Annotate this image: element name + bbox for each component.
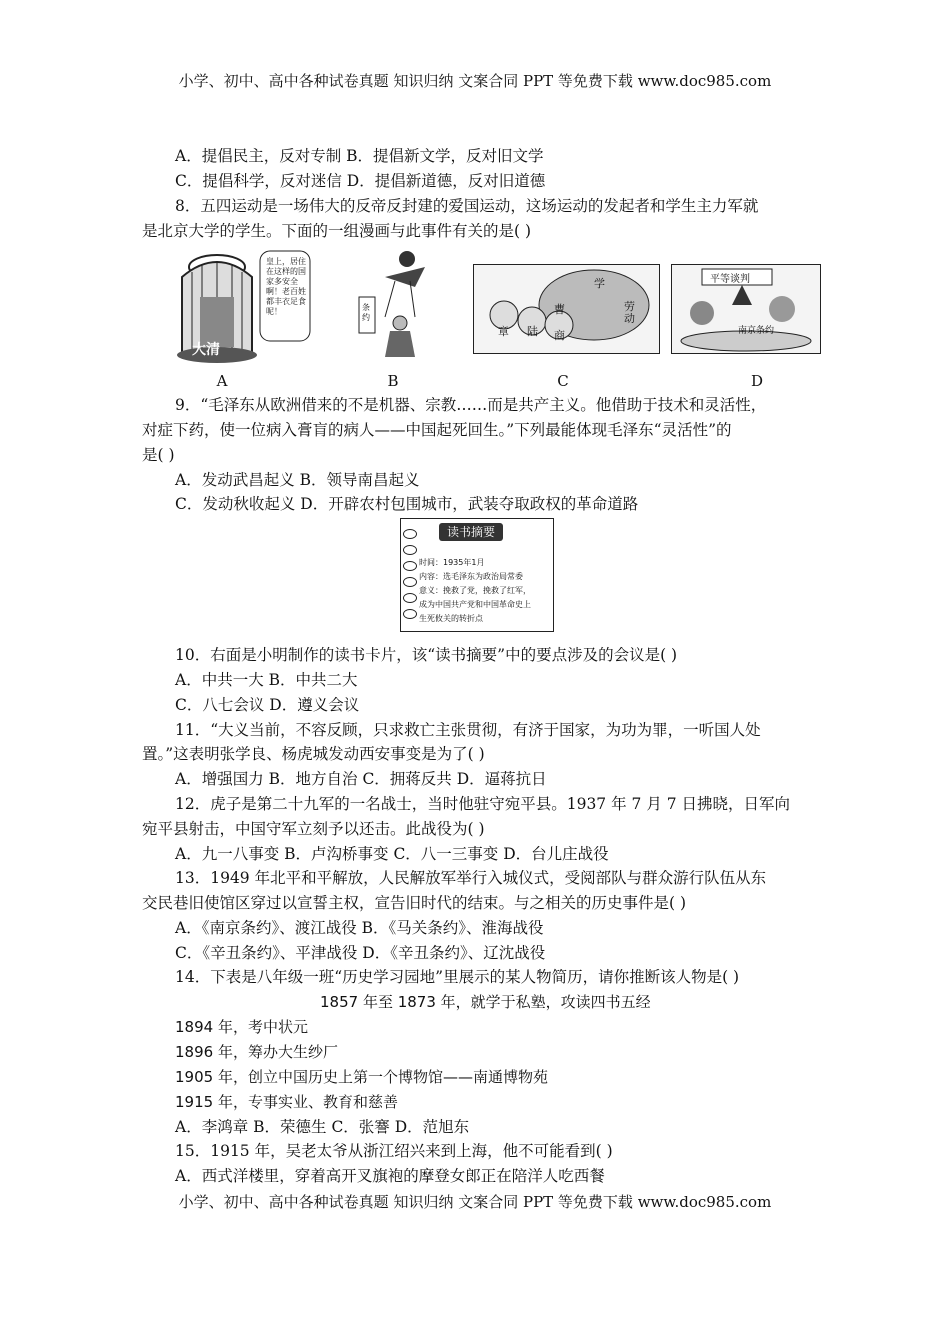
comic-d-image bbox=[671, 264, 821, 354]
q9-options-cd: C．发动秋收起义 D．开辟农村包围城市，武装夺取政权的革命道路 bbox=[175, 495, 639, 513]
q13-line1: 13．1949 年北平和平解放，人民解放军举行入城仪式，受阅部队与群众游行队伍从东 bbox=[175, 869, 767, 887]
q11-line1: 11．“大义当前，不容反顾，只求救亡主张贯彻，有济于国家，为功为罪，一听国人处 bbox=[175, 721, 761, 739]
resume-row-3: 1896 年，筹办大生纱厂 bbox=[175, 1043, 338, 1061]
q12-options: A．九一八事变 B．卢沟桥事变 C．八一三事变 D．台儿庄战役 bbox=[175, 845, 609, 863]
comic-c-word-6: 商 bbox=[554, 329, 565, 342]
q13-line2: 交民巷旧使馆区穿过以宣誓主权，宣告旧时代的结束。与之相关的历史事件是( ) bbox=[142, 894, 687, 912]
q13-options-cd: C．《辛丑条约》、平津战役 D．《辛丑条约》、辽沈战役 bbox=[175, 944, 546, 962]
q10-options-cd: C．八七会议 D．遵义会议 bbox=[175, 696, 360, 714]
q9-line2: 对症下药，使一位病入膏肓的病人——中国起死回生。”下列最能体现毛泽东“灵活性”的 bbox=[142, 421, 732, 439]
comic-c-image bbox=[473, 264, 660, 354]
comic-a-speech-bubble: 皇上，居住在这样的国家多安全啊！老百姓都丰衣足食呢！ bbox=[266, 257, 306, 316]
card-line-content: 内容：选毛泽东为政治局常委 bbox=[419, 572, 523, 581]
q9-options-ab: A．发动武昌起义 B．领导南昌起义 bbox=[175, 471, 420, 489]
card-line-meaning: 意义：挽救了党，挽救了红军， bbox=[419, 586, 531, 595]
q15-option-a: A．西式洋楼里，穿着高开叉旗袍的摩登女郎正在陪洋人吃西餐 bbox=[175, 1167, 605, 1185]
q9-line3: 是( ) bbox=[142, 446, 175, 464]
card-ring bbox=[403, 593, 417, 603]
page-header: 小学、初中、高中各种试卷真题 知识归纳 文案合同 PPT 等免费下载 www.doc985.com bbox=[178, 72, 772, 90]
resume-row-5: 1915 年，专事实业、教育和慈善 bbox=[175, 1093, 398, 1111]
card-line-meaning-3: 生死攸关的转折点 bbox=[419, 614, 483, 623]
comic-d-banner: 平等谈判 bbox=[710, 274, 750, 285]
comic-label-a: A bbox=[216, 372, 228, 390]
q7-options-ab: A．提倡民主，反对专制 B．提倡新文学，反对旧文学 bbox=[175, 147, 544, 165]
reading-card bbox=[400, 518, 554, 632]
q11-line2: 置。”这表明张学良、杨虎城发动西安事变是为了( ) bbox=[142, 745, 485, 763]
resume-row-2: 1894 年，考中状元 bbox=[175, 1018, 308, 1036]
q11-options: A．增强国力 B．地方自治 C．拥蒋反共 D．逼蒋抗日 bbox=[175, 770, 547, 788]
comic-label-b: B bbox=[387, 372, 399, 390]
card-ring bbox=[403, 545, 417, 555]
comic-a-image bbox=[172, 247, 312, 367]
card-title: 读书摘要 bbox=[439, 523, 503, 541]
page-footer: 小学、初中、高中各种试卷真题 知识归纳 文案合同 PPT 等免费下载 www.doc985.com bbox=[178, 1193, 772, 1211]
q10-line: 10．右面是小明制作的读书卡片，该“读书摘要”中的要点涉及的会议是( ) bbox=[175, 646, 678, 664]
comic-label-d: D bbox=[750, 372, 764, 390]
card-ring bbox=[403, 577, 417, 587]
q7-options-cd: C．提倡科学，反对迷信 D．提倡新道德，反对旧道德 bbox=[175, 172, 546, 190]
q10-options-ab: A．中共一大 B．中共二大 bbox=[175, 671, 358, 689]
comic-c-word-3: 章 bbox=[498, 325, 509, 338]
card-ring bbox=[403, 561, 417, 571]
q12-line2: 宛平县射击，中国守军立刻予以还击。此战役为( ) bbox=[142, 820, 485, 838]
comic-c-word-5: 曹 bbox=[554, 303, 565, 316]
q15-line: 15．1915 年，吴老太爷从浙江绍兴来到上海，他不可能看到( ) bbox=[175, 1142, 613, 1160]
resume-row-4: 1905 年，创立中国历史上第一个博物馆——南通博物苑 bbox=[175, 1068, 548, 1086]
card-ring bbox=[403, 609, 417, 619]
q13-options-ab: A．《南京条约》、渡江战役 B．《马关条约》、淮海战役 bbox=[175, 919, 544, 937]
card-ring bbox=[403, 529, 417, 539]
comic-label-c: C bbox=[557, 372, 569, 390]
comic-c-word-4: 陆 bbox=[527, 325, 538, 338]
q14-options: A．李鸿章 B．荣德生 C．张謇 D．范旭东 bbox=[175, 1118, 470, 1136]
comic-c-word-1: 学 bbox=[594, 277, 605, 290]
q8-line2: 是北京大学的学生。下面的一组漫画与此事件有关的是( ) bbox=[142, 222, 532, 240]
comic-a-cage-label: 大清 bbox=[192, 342, 220, 358]
q12-line1: 12．虎子是第二十九军的一名战士，当时他驻守宛平县。1937 年 7 月 7 日拂晓，日军向 bbox=[175, 795, 791, 813]
comic-d-table-label: 南京条约 bbox=[738, 326, 775, 336]
card-line-meaning-2: 成为中国共产党和中国革命史上 bbox=[419, 600, 531, 609]
comic-b-image bbox=[355, 247, 445, 365]
q8-line1: 8．五四运动是一场伟大的反帝反封建的爱国运动，这场运动的发起者和学生主力军就 bbox=[175, 197, 759, 215]
q9-line1: 9．“毛泽东从欧洲借来的不是机器、宗教……而是共产主义。他借助于技术和灵活性， bbox=[175, 396, 767, 414]
resume-row-1: 1857 年至 1873 年，就学于私塾，攻读四书五经 bbox=[320, 993, 651, 1011]
q14-line: 14．下表是八年级一班“历史学习园地”里展示的某人物简历，请你推断该人物是( ) bbox=[175, 968, 740, 986]
card-line-time: 时间：1935年1月 bbox=[419, 558, 485, 567]
comic-b-paper-label: 条约 bbox=[362, 303, 370, 322]
comic-c-word-2: 劳动 bbox=[624, 300, 635, 325]
